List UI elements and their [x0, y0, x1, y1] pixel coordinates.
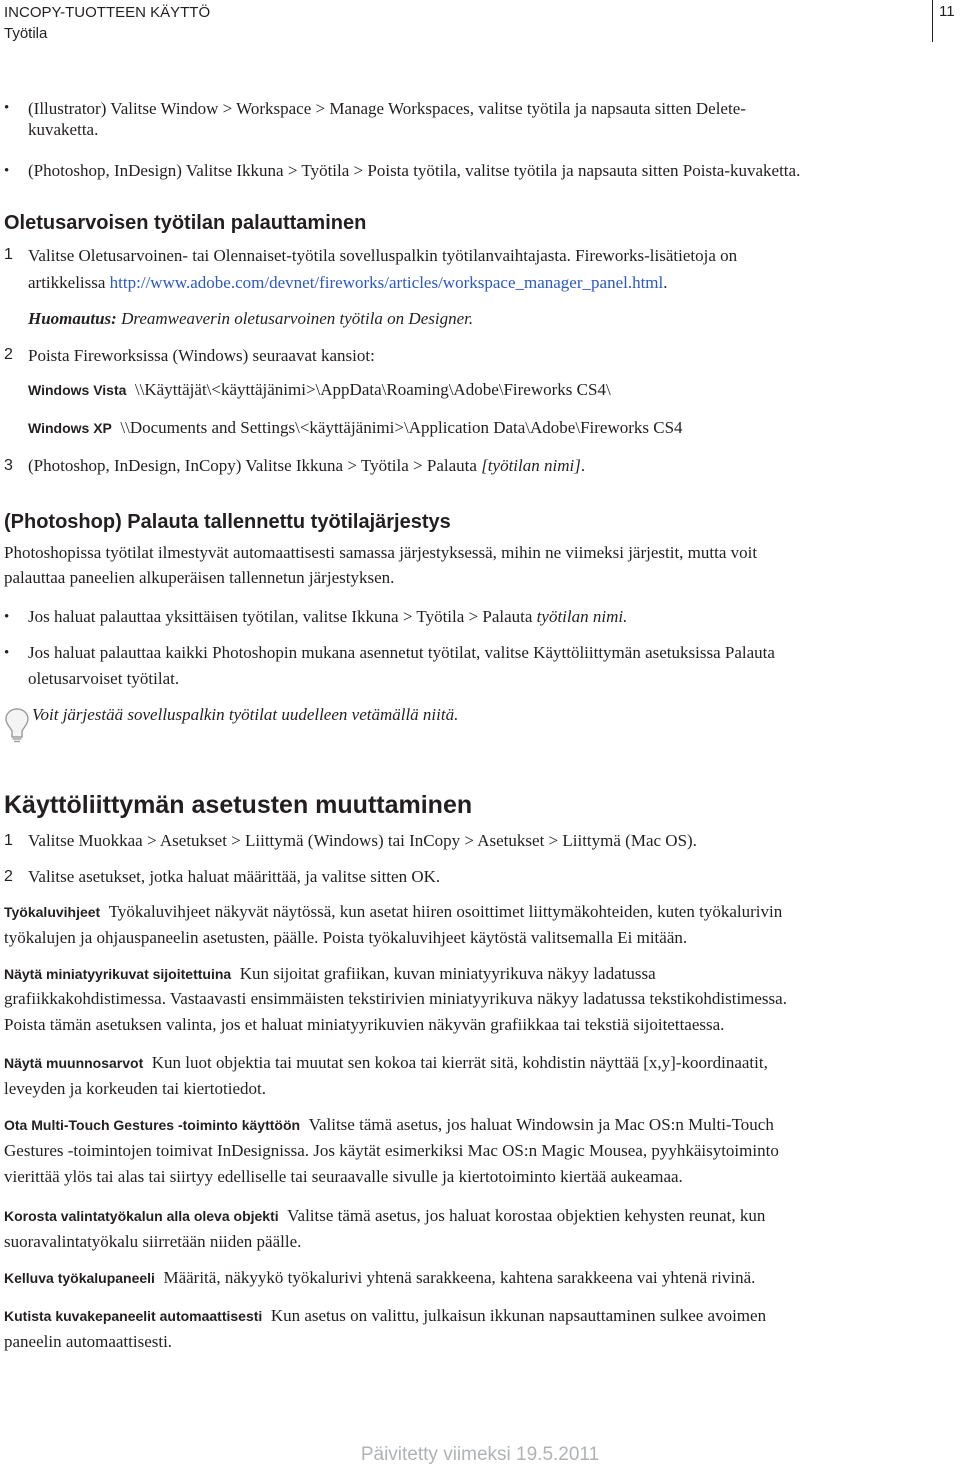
step-number: 2 [4, 346, 13, 363]
tooltips-line1: Työkaluvihjeet Työkaluvihjeet näkyvät näytössä, kun asetat hiiren osoittimet liittymäkohteiden, kuten työkalurivin [4, 902, 783, 921]
windows-xp-label: Windows XP [28, 420, 112, 436]
windows-vista-label: Windows Vista [28, 382, 127, 398]
thumbnails-line2: grafiikkakohdistimessa. Vastaavasti ensimmäisten tekstirivien miniatyyrikuva näkyy ladatussa tekstikohdistimessa. [4, 989, 787, 1008]
autocollapse-line2: paneelin automaattisesti. [4, 1332, 173, 1351]
ui-step1: Valitse Muokkaa > Asetukset > Liittymä (Windows) tai InCopy > Asetukset > Liittymä (Mac OS). [28, 831, 697, 850]
photoshop-para-line2: palauttaa paneelien alkuperäisen tallennetun järjestyksen. [4, 568, 395, 587]
illustrator-bullet-line1: (Illustrator) Valitse Window > Workspace > Manage Workspaces, valitse työtila ja napsauta sitten Delete- [28, 99, 746, 118]
floating-panel-label: Kelluva työkalupaneeli [4, 1270, 155, 1286]
thumbnails-line3: Poista tämän asetuksen valinta, jos et haluat miniatyyrikuvien näkyvän grafiikkaa tai tekstiä sijoitettaessa. [4, 1015, 725, 1034]
page-number-box [932, 0, 960, 42]
autocollapse-label: Kutista kuvakepaneelit automaattisesti [4, 1308, 263, 1324]
footer-updated: Päivitetty viimeksi 19.5.2011 [360, 1444, 600, 1465]
transform-line2: leveyden ja korkeuden tai kiertotiedot. [4, 1079, 266, 1098]
transform-label: Näytä muunnosarvot [4, 1055, 144, 1071]
illustrator-bullet-line2: kuvaketta. [28, 120, 99, 139]
multitouch-line1: Ota Multi-Touch Gestures -toiminto käyttöön Valitse tämä asetus, jos haluat Windowsin ja Mac OS:n Multi-Touch [4, 1115, 774, 1134]
transform-line1: Näytä muunnosarvot Kun luot objektia tai muutat sen kokoa tai kierrät sitä, kohdistin näyttää [x,y]-koordinaatit, [4, 1053, 768, 1072]
running-header-chapter: INCOPY-TUOTTEEN KÄYTTÖ [4, 4, 211, 21]
photoshop-bullet2-line2: oletusarvoiset työtilat. [28, 669, 180, 688]
autocollapse-line1: Kutista kuvakepaneelit automaattisesti Kun asetus on valittu, julkaisun ikkunan napsauttaminen sulkee avoimen [4, 1306, 767, 1325]
windows-vista-path: Windows Vista \\Käyttäjät\<käyttäjänimi>\AppData\Roaming\Adobe\Fireworks CS4\ [28, 380, 611, 399]
tooltips-line2: työkalujen ja ohjauspaneelin asetusten, päälle. Poista työkaluvihjeet käytöstä valitsemalla Ei mitään. [4, 928, 688, 947]
photoshop-bullet2-line1: Jos haluat palauttaa kaikki Photoshopin mukana asennetut työtilat, valitse Käyttöliittymän asetuksissa Palauta [28, 643, 775, 662]
note: Huomautus: Dreamweaverin oletusarvoinen työtila on Designer. [28, 309, 474, 328]
tooltips-label: Työkaluvihjeet [4, 904, 101, 920]
multitouch-line2: Gestures -toimintojen toimivat InDesignissa. Jos käytät esimerkiksi Mac OS:n Magic Mousea, pyyhkäisytoiminto [4, 1141, 779, 1160]
restore-default-heading: Oletusarvoisen työtilan palauttaminen [4, 212, 367, 234]
multitouch-line3: vierittää ylös tai alas tai siirtyy edelliselle tai seuraavalle sivulle ja kiertotoiminto kiertää aukeamaa. [4, 1167, 683, 1186]
bullet-dot: • [4, 609, 10, 625]
floating-panel-line1: Kelluva työkalupaneeli Määritä, näkyykö työkalurivi yhtenä sarakkeena, kahtena sarakkeena vai yhtenä rivinä. [4, 1268, 756, 1287]
highlight-line2: suoravalintatyökalu siirretään niiden päälle. [4, 1232, 302, 1251]
ui-step2: Valitse asetukset, jotka haluat määrittää, ja valitse sitten OK. [28, 867, 441, 886]
lightbulb-icon [4, 706, 30, 744]
ui-settings-heading: Käyttöliittymän asetusten muuttaminen [4, 791, 473, 819]
photoshop-restore-heading: (Photoshop) Palauta tallennettu työtilajärjestys [4, 511, 451, 533]
restore-step3: (Photoshop, InDesign, InCopy) Valitse Ikkuna > Työtila > Palauta [työtilan nimi]. [28, 456, 586, 475]
photoshop-para-line1: Photoshopissa työtilat ilmestyvät automaattisesti samassa järjestyksessä, mihin ne viimeksi järjestit, mutta voit [4, 543, 758, 562]
note-label: Huomautus: [28, 309, 117, 328]
bullet-dot: • [4, 645, 10, 661]
step-number: 1 [4, 246, 13, 263]
restore-step1-line2: artikkelissa http://www.adobe.com/devnet/fireworks/articles/workspace_manager_panel.html. [28, 273, 668, 292]
running-header-section: Työtila [4, 25, 48, 42]
multitouch-label: Ota Multi-Touch Gestures -toiminto käyttöön [4, 1117, 301, 1133]
fireworks-article-link[interactable]: http://www.adobe.com/devnet/fireworks/articles/workspace_manager_panel.html [109, 273, 664, 292]
step-number: 1 [4, 832, 13, 849]
photoshop-bullet: (Photoshop, InDesign) Valitse Ikkuna > Työtila > Poista työtila, valitse työtila ja napsauta sitten Poista-kuvaketta. [28, 161, 801, 180]
thumbnails-line1: Näytä miniatyyrikuvat sijoitettuina Kun sijoitat grafiikan, kuvan miniatyyrikuva näkyy ladatussa [4, 964, 656, 983]
bullet-dot: • [4, 100, 10, 116]
restore-step1-line1: Valitse Oletusarvoinen- tai Olennaiset-työtila sovelluspalkin työtilanvaihtajasta. Fireworks-lisätietoja on [28, 246, 738, 265]
windows-xp-path: Windows XP \\Documents and Settings\<käyttäjänimi>\Application Data\Adobe\Fireworks CS4 [28, 418, 683, 437]
highlight-label: Korosta valintatyökalun alla oleva objekti [4, 1208, 279, 1224]
thumbnails-label: Näytä miniatyyrikuvat sijoitettuina [4, 966, 232, 982]
restore-step2: Poista Fireworksissa (Windows) seuraavat kansiot: [28, 346, 375, 365]
step-number: 3 [4, 457, 13, 474]
highlight-line1: Korosta valintatyökalun alla oleva objekti Valitse tämä asetus, jos haluat korostaa objektien kehysten reunat, kun [4, 1206, 766, 1225]
bullet-dot: • [4, 163, 10, 179]
tip-text: Voit järjestää sovelluspalkin työtilat uudelleen vetämällä niitä. [32, 705, 459, 724]
step-number: 2 [4, 868, 13, 885]
photoshop-bullet1: Jos haluat palauttaa yksittäisen työtilan, valitse Ikkuna > Työtila > Palauta työtilan nimi. [28, 607, 628, 626]
page-number: 11 [939, 3, 955, 20]
